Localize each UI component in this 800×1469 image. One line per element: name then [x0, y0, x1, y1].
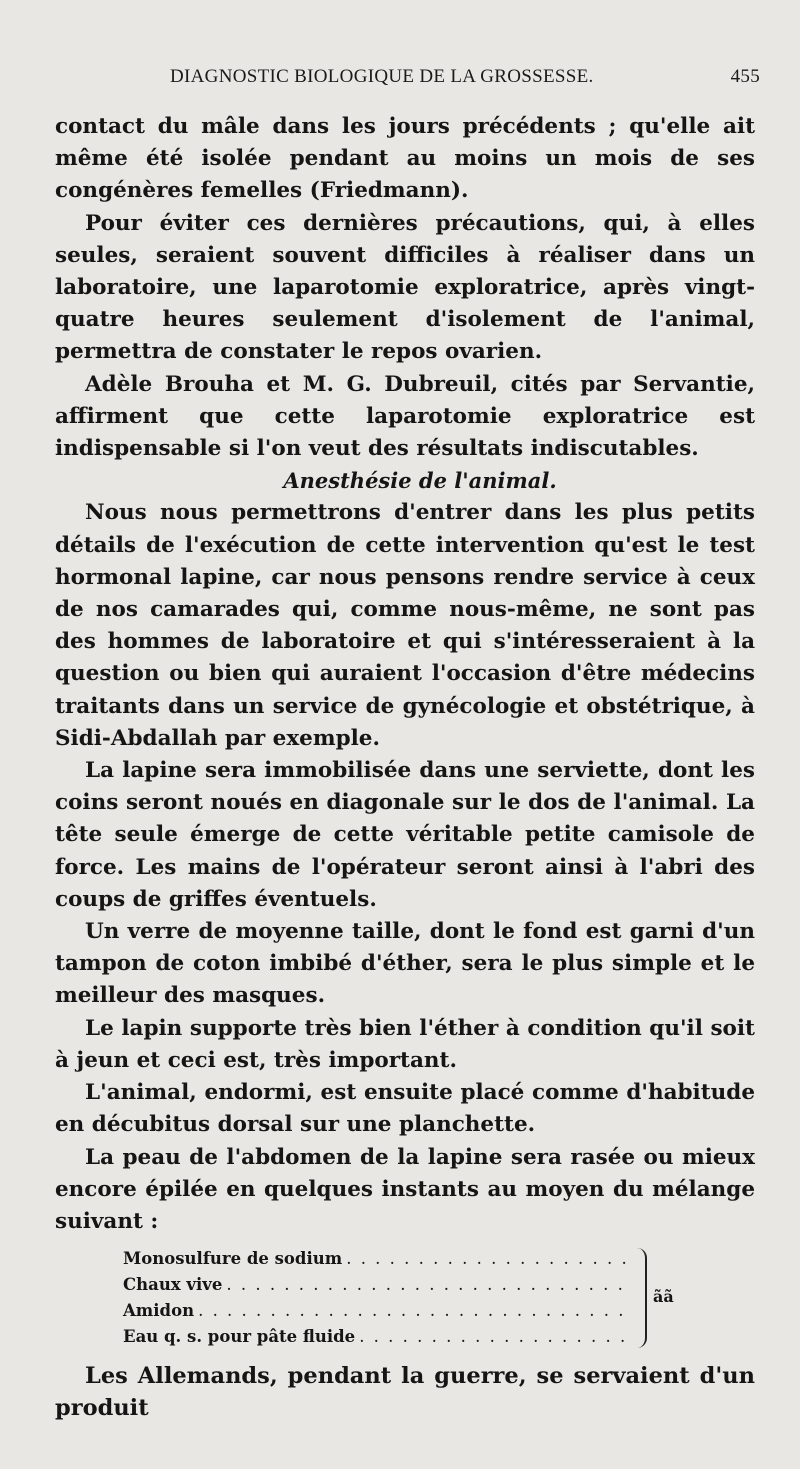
brace	[635, 1248, 647, 1348]
formula-item	[123, 1324, 633, 1350]
formula-item	[123, 1246, 633, 1272]
formula-item-name: Eau q. s. pour pâte fluide	[123, 1327, 356, 1347]
header-title: DIAGNOSTIC BIOLOGIQUE DE LA GROSSESSE.	[170, 66, 594, 87]
formula-item-name: Chaux vive	[123, 1275, 223, 1295]
body-text	[55, 111, 755, 1425]
paragraph: Un verre de moyenne taille, dont le fond est garni d'un tampon de coton imbibé d'éther, sera le plus simple et le meilleur des masques.	[55, 919, 755, 1009]
formula-item	[123, 1272, 633, 1298]
paragraph: La lapine sera immobilisée dans une serviette, dont les coins seront noués en diagonale sur le dos de l'animal. La tête seule émerge de cette véritable petite camisole de force. Les mains de l'opérateur seront ainsi à l'abri des coups de griffes éventuels.	[55, 758, 755, 912]
formula-quantity: ãã	[653, 1287, 674, 1307]
paragraph: Adèle Brouha et M. G. Dubreuil, cités par Servantie, affirment que cette laparotomie exploratrice est indispensable si l'on veut des résultats indiscutables.	[55, 371, 755, 462]
formula-item-name: Amidon	[123, 1301, 195, 1321]
formula-item-name: Monosulfure de sodium	[123, 1249, 343, 1269]
running-header	[170, 66, 760, 88]
paragraph: Le lapin supporte très bien l'éther à condition qu'il soit à jeun et ceci est, très important.	[55, 1015, 755, 1073]
paragraph: contact du mâle dans les jours précédents ; qu'elle ait même été isolée pendant au moins un mois de ses congénères femelles (Friedmann).	[55, 114, 755, 204]
section-heading: Anesthésie de l'animal.	[283, 468, 557, 494]
page-number: 455	[730, 66, 760, 87]
paragraph: La peau de l'abdomen de la lapine sera rasée ou mieux encore épilée en quelques instants au moyen du mélange suivant :	[55, 1144, 755, 1234]
paragraph: Les Allemands, pendant la guerre, se servaient d'un produit	[55, 1363, 755, 1422]
formula-list	[123, 1246, 703, 1350]
paragraph: L'animal, endormi, est ensuite placé comme d'habitude en décubitus dorsal sur une planchette.	[55, 1080, 755, 1138]
paragraph: Nous nous permettrons d'entrer dans les plus petits détails de l'exécution de cette intervention qu'est le test hormonal lapine, car nous pensons rendre service à ceux de nos camarades qui, comme nous-même, ne sont pas des hommes de laboratoire et qui s'intéresseraient à la question ou bien qui auraient l'occasion d'être médecins traitants dans un service de gynécologie et obstétrique, à Sidi-Abdallah par exemple.	[55, 500, 755, 751]
paragraph: Pour éviter ces dernières précautions, qui, à elles seules, seraient souvent difficiles à réaliser dans un laboratoire, une laparotomie exploratrice, après vingt-quatre heures seulement d'isolement de l'animal, permettra de constater le repos ovarien.	[55, 210, 755, 365]
formula-item	[123, 1298, 633, 1324]
